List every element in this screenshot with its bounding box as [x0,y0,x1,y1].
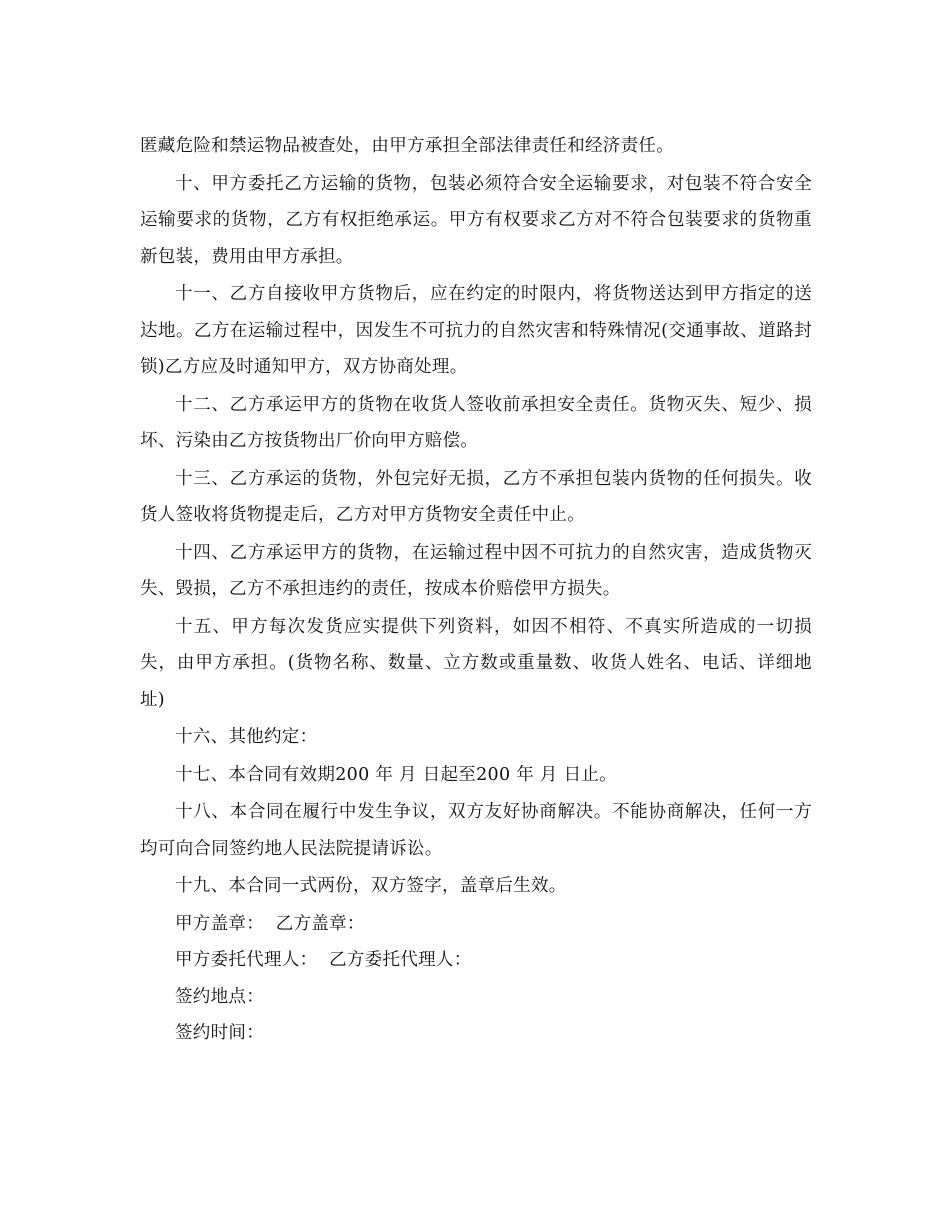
clause-19: 十九、本合同一式两份，双方签字，盖章后生效。 [175,876,567,896]
clause-18: 十八、本合同在履行中发生争议，双方友好协商解决。不能协商解决，任何一方均可向合同签约地人民法院提请诉讼。 [140,802,812,859]
continuation-paragraph: 匿藏危险和禁运物品被查处，由甲方承担全部法律责任和经济责任。 [140,136,674,156]
agent-line: 甲方委托代理人： 乙方委托代理人： [175,950,472,970]
clause-10: 十、甲方委托乙方运输的货物，包装必须符合安全运输要求，对包装不符合安全运输要求的货物，乙方有权拒绝承运。甲方有权要求乙方对不符合包装要求的货物重新包装，费用由甲方承担。 [140,173,812,267]
clause-14: 十四、乙方承运甲方的货物，在运输过程中因不可抗力的自然灾害，造成货物灭失、毁损，乙方不承担违约的责任，按成本价赔偿甲方损失。 [140,542,812,599]
signing-place-line: 签约地点： [175,986,264,1007]
clause-15: 十五、甲方每次发货应实提供下列资料，如因不相符、不真实所造成的一切损失，由甲方承担。(货物名称、数量、立方数或重量数、收货人姓名、电话、详细地址) [140,616,812,710]
clause-13: 十三、乙方承运的货物，外包完好无损，乙方不承担包装内货物的任何损失。收货人签收将货物提走后，乙方对甲方货物安全责任中止。 [140,468,812,525]
clause-12: 十二、乙方承运甲方的货物在收货人签收前承担安全责任。货物灭失、短少、损坏、污染由乙方按货物出厂价向甲方赔偿。 [140,394,812,451]
contract-page [140,128,812,1052]
signing-time-line: 签约时间： [175,1023,264,1043]
seal-line: 甲方盖章： 乙方盖章： [175,913,365,934]
clause-16: 十六、其他约定： [175,727,318,747]
clause-11: 十一、乙方自接收甲方货物后，应在约定的时限内，将货物送达到甲方指定的送达地。乙方在运输过程中，因发生不可抗力的自然灾害和特殊情况(交通事故、道路封锁)乙方应及时通知甲方，双方协商处理。 [140,284,812,377]
clause-17: 十七、本合同有效期200 年 月 日起至200 年 月 日止。 [175,764,617,785]
